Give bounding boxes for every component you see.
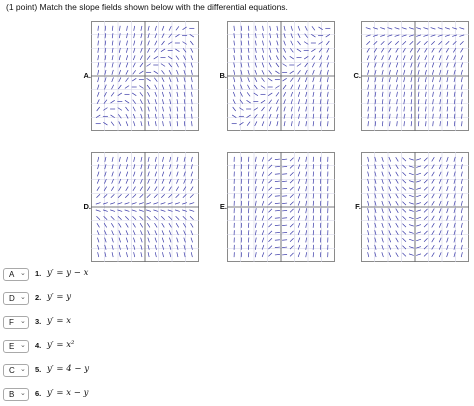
plot-label-b: B. [219, 71, 227, 80]
slope-field-e-graph [227, 152, 335, 262]
answer-row-1 [3, 268, 143, 282]
chevron-down-icon: ⌄ [20, 390, 26, 397]
slope-field-e [219, 152, 335, 262]
chevron-down-icon: ⌄ [20, 294, 26, 301]
chevron-down-icon: ⌄ [20, 270, 26, 277]
slope-field-b-graph [227, 21, 335, 131]
answer-select-2[interactable] [3, 292, 29, 305]
slope-field-d-graph [91, 152, 199, 262]
plot-label-d: D. [83, 202, 91, 211]
chevron-down-icon: ⌄ [20, 366, 26, 373]
answer-select-3[interactable] [3, 316, 29, 329]
answer-select-4[interactable] [3, 340, 29, 353]
answer-row-2 [3, 292, 143, 306]
answer-row-5 [3, 364, 143, 378]
slope-field-f-graph [361, 152, 469, 262]
slope-field-a-graph [91, 21, 199, 131]
answer-row-6 [3, 388, 143, 402]
equation-number: 1. [35, 269, 42, 278]
slope-field-d [83, 152, 199, 262]
equation-number: 6. [35, 389, 42, 398]
plot-label-a: A. [83, 71, 91, 80]
equation-number: 2. [35, 293, 42, 302]
equation-text: y′ = y [47, 292, 72, 302]
answer-select-1[interactable] [3, 268, 29, 281]
equation-text: y′ = 4 − y [47, 364, 89, 374]
plot-label-c: C. [353, 71, 361, 80]
answer-row-3 [3, 316, 143, 330]
question-prompt: (1 point) Match the slope fields shown below with the differential equations. [6, 2, 288, 12]
equation-text: y′ = x − y [47, 388, 89, 398]
selected-value: F [9, 318, 14, 327]
slope-field-f [355, 152, 469, 262]
answer-select-5[interactable] [3, 364, 29, 377]
plot-label-e: E. [219, 202, 227, 211]
answer-select-6[interactable] [3, 388, 29, 401]
chevron-down-icon: ⌄ [20, 342, 26, 349]
slope-field-c-graph [361, 21, 469, 131]
selected-value: D [9, 294, 15, 303]
plot-label-f: F. [355, 202, 361, 211]
equation-text: y′ = x² [47, 340, 75, 350]
equation-number: 3. [35, 317, 42, 326]
selected-value: E [9, 342, 15, 351]
selected-value: B [9, 390, 15, 399]
slope-field-a [83, 21, 199, 131]
equation-text: y′ = y − x [47, 268, 89, 278]
selected-value: C [9, 366, 15, 375]
slope-field-b [219, 21, 335, 131]
equation-number: 5. [35, 365, 42, 374]
equation-text: y′ = x [47, 316, 72, 326]
selected-value: A [9, 270, 15, 279]
equation-number: 4. [35, 341, 42, 350]
slope-field-c [353, 21, 469, 131]
chevron-down-icon: ⌄ [20, 318, 26, 325]
answer-row-4 [3, 340, 143, 354]
